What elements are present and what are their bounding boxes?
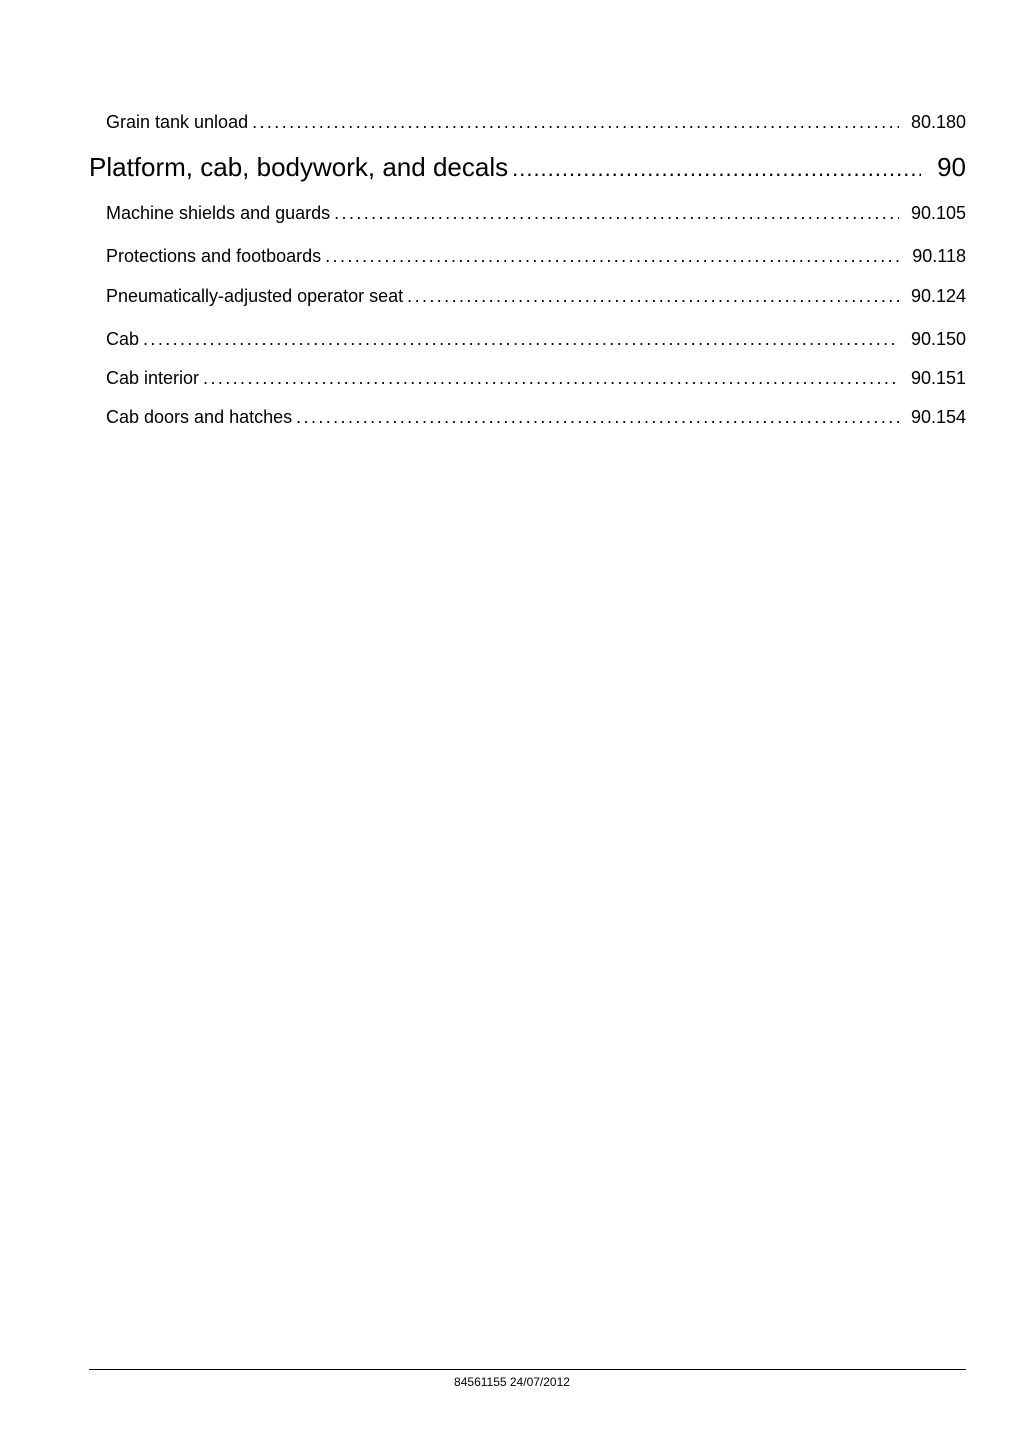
toc-entry-page: 90.118 (912, 246, 966, 266)
toc-entry-title: Grain tank unload (106, 112, 249, 132)
toc-entry-cab-interior[interactable] (106, 368, 966, 389)
toc-entry-grain-tank-unload[interactable] (106, 112, 966, 133)
dot-leader (296, 407, 899, 428)
toc-entry-page: 90.105 (910, 203, 966, 223)
toc-entry-protections-and-footboards[interactable] (106, 246, 966, 267)
toc-entry-page: 80.180 (910, 112, 966, 132)
toc-entry-title: Protections and footboards (106, 246, 322, 266)
footer-document-id: 84561155 24/07/2012 (454, 1375, 570, 1389)
toc-section-page: 90 (937, 152, 966, 182)
toc-section-title: Platform, cab, bodywork, and decals (89, 152, 509, 182)
toc-entry-title: Machine shields and guards (106, 203, 331, 223)
toc-entry-machine-shields-and-guards[interactable] (106, 203, 966, 224)
dot-leader (334, 203, 899, 224)
toc-entry-page: 90.150 (910, 329, 966, 349)
toc-entry-title: Cab doors and hatches (106, 407, 293, 427)
dot-leader (512, 156, 921, 182)
toc-entry-cab-doors-and-hatches[interactable] (106, 407, 966, 428)
dot-leader (252, 112, 899, 133)
toc-entry-cab[interactable] (106, 329, 966, 350)
toc-entry-title: Cab interior (106, 368, 200, 388)
footer-rule (89, 1369, 966, 1370)
toc-entry-title: Cab (106, 329, 140, 349)
dot-leader (203, 368, 899, 389)
dot-leader (143, 329, 899, 350)
dot-leader (325, 246, 900, 267)
toc-entry-page: 90.151 (910, 368, 966, 388)
toc-entry-title: Pneumatically-adjusted operator seat (106, 286, 404, 306)
toc-section-platform-cab-bodywork-decals[interactable] (89, 152, 966, 183)
toc-entry-page: 90.154 (910, 407, 966, 427)
toc-entry-pneumatically-adjusted-operator-seat[interactable] (106, 286, 966, 307)
dot-leader (407, 286, 899, 307)
toc-entry-page: 90.124 (910, 286, 966, 306)
